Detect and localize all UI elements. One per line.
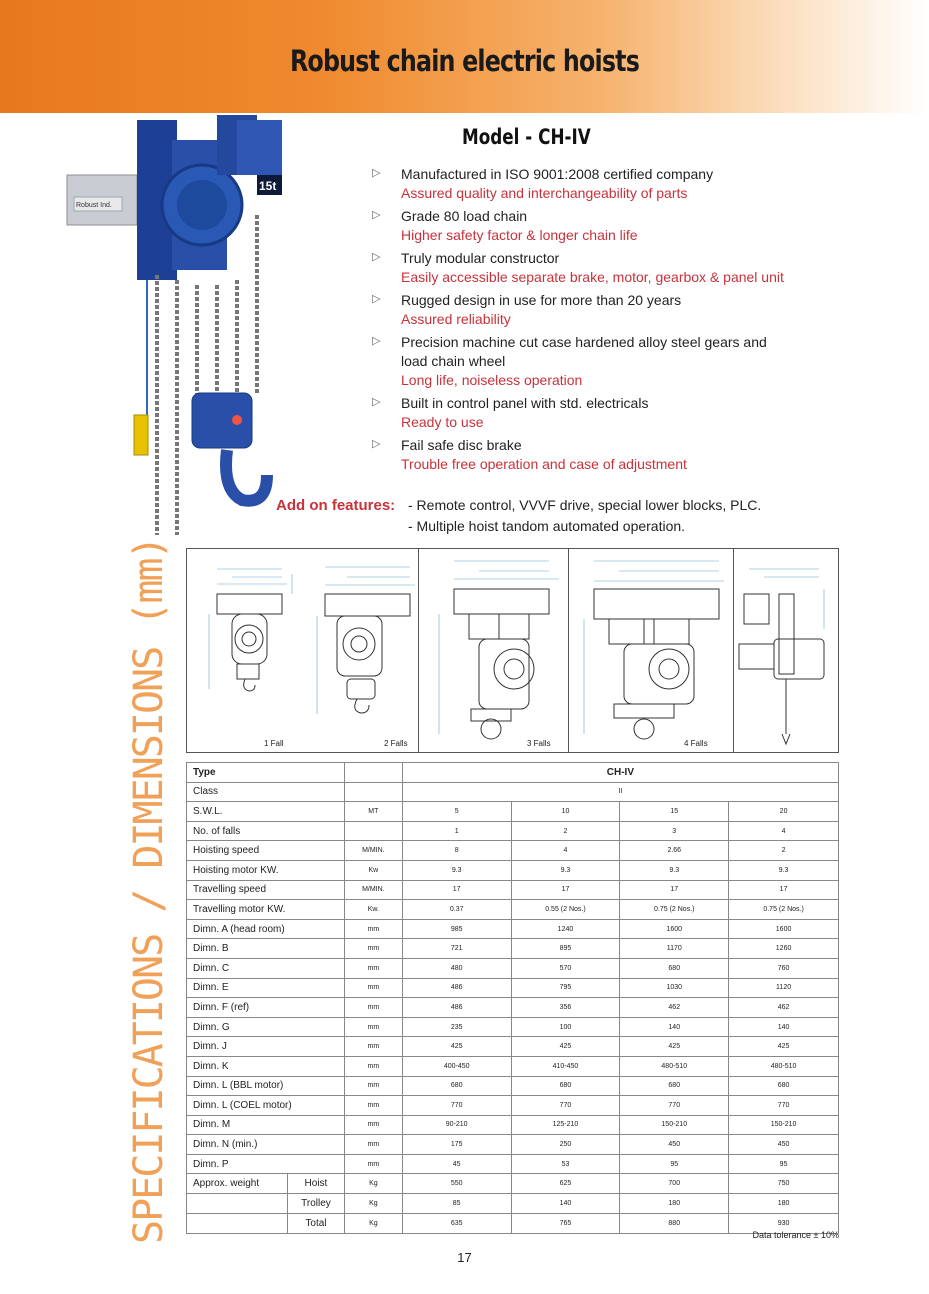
row-value: 95 — [729, 1154, 839, 1174]
row-unit: mm — [344, 1076, 402, 1096]
table-row — [187, 900, 839, 920]
side-title: SPECIFICATIONS / DIMENSIONS (mm) — [126, 537, 172, 1244]
row-value: 95 — [620, 1154, 729, 1174]
row-value: 480-510 — [620, 1056, 729, 1076]
row-value: 45 — [402, 1154, 511, 1174]
row-unit: Kg — [344, 1214, 402, 1234]
row-value: 985 — [402, 919, 511, 939]
row-value: 480-510 — [729, 1056, 839, 1076]
type-value: CH-IV — [402, 763, 838, 783]
row-label: Dimn. A (head room) — [187, 919, 345, 939]
row-label: Dimn. C — [187, 958, 345, 978]
row-value: 20 — [729, 802, 839, 822]
dimension-diagrams — [186, 548, 839, 753]
row-label: No. of falls — [187, 821, 345, 841]
row-value: 486 — [402, 998, 511, 1018]
row-value: 1030 — [620, 978, 729, 998]
row-value: 140 — [511, 1194, 620, 1214]
weight-sub-label: Trolley — [287, 1194, 344, 1213]
row-value: 0.75 (2 Nos.) — [729, 900, 839, 920]
table-row — [187, 1017, 839, 1037]
table-row — [187, 1096, 839, 1116]
row-value: 4 — [729, 821, 839, 841]
row-unit: mm — [344, 939, 402, 959]
table-row — [187, 1115, 839, 1135]
row-value: 770 — [729, 1096, 839, 1116]
diagram-4-falls — [569, 549, 734, 752]
row-value: 462 — [620, 998, 729, 1018]
row-value: 4 — [511, 841, 620, 861]
diagram-side-view — [734, 549, 838, 752]
triangle-bullet-icon: ▷ — [372, 396, 381, 408]
hoist-photo — [62, 115, 282, 540]
row-value: 770 — [511, 1096, 620, 1116]
row-label: Hoisting speed — [187, 841, 345, 861]
row-value: 180 — [620, 1194, 729, 1214]
table-row — [187, 978, 839, 998]
row-value: 150-210 — [729, 1115, 839, 1135]
weight-sub-label: Hoist — [287, 1174, 344, 1193]
row-value: 0.37 — [402, 900, 511, 920]
row-unit — [344, 821, 402, 841]
row-value: 9.3 — [511, 860, 620, 880]
row-unit: Kg — [344, 1194, 402, 1214]
row-value: 1 — [402, 821, 511, 841]
row-value: 1240 — [511, 919, 620, 939]
addon-line: - Remote control, VVVF drive, special lower blocks, PLC. — [408, 497, 762, 513]
row-value: 235 — [402, 1017, 511, 1037]
page-number: 17 — [457, 1250, 472, 1265]
row-unit: Kw. — [344, 900, 402, 920]
row-value: 765 — [511, 1214, 620, 1234]
row-unit: mm — [344, 1135, 402, 1155]
feature-item: ▷ Truly modular constructor Easily accessible separate brake, motor, gearbox & panel unit — [372, 250, 784, 285]
row-value: 680 — [729, 1076, 839, 1096]
row-value: 90-210 — [402, 1115, 511, 1135]
diagram-label: 1 Fall — [264, 739, 284, 748]
table-row — [187, 1135, 839, 1155]
row-value: 9.3 — [402, 860, 511, 880]
triangle-bullet-icon: ▷ — [372, 209, 381, 221]
table-row — [187, 860, 839, 880]
row-label: Hoisting motor KW. — [187, 860, 345, 880]
row-label: Dimn. L (BBL motor) — [187, 1076, 345, 1096]
row-value: 15 — [620, 802, 729, 822]
row-unit: M/MIN. — [344, 841, 402, 861]
row-unit: Kg — [344, 1174, 402, 1194]
row-unit: mm — [344, 1096, 402, 1116]
row-value: 1600 — [620, 919, 729, 939]
table-row — [187, 939, 839, 959]
row-value: 880 — [620, 1214, 729, 1234]
row-value: 550 — [402, 1174, 511, 1194]
row-value: 17 — [729, 880, 839, 900]
row-value: 625 — [511, 1174, 620, 1194]
row-value: 180 — [729, 1194, 839, 1214]
table-row — [187, 841, 839, 861]
row-unit: mm — [344, 1037, 402, 1057]
row-value: 770 — [402, 1096, 511, 1116]
row-label: S.W.L. — [187, 802, 345, 822]
row-value: 3 — [620, 821, 729, 841]
weight-label: Approx. weight — [193, 1178, 260, 1190]
feature-item: ▷ Manufactured in ISO 9001:2008 certified company Assured quality and interchangeability of parts — [372, 166, 714, 201]
table-row — [187, 782, 839, 802]
diagram-label: 2 Falls — [384, 739, 408, 748]
row-label: Dimn. J — [187, 1037, 345, 1057]
row-label: Dimn. K — [187, 1056, 345, 1076]
row-value: 486 — [402, 978, 511, 998]
row-unit: mm — [344, 919, 402, 939]
row-value: 450 — [729, 1135, 839, 1155]
row-unit: mm — [344, 1115, 402, 1135]
row-value: 0.55 (2 Nos.) — [511, 900, 620, 920]
row-label: Dimn. G — [187, 1017, 345, 1037]
row-value: 700 — [620, 1174, 729, 1194]
row-value: 750 — [729, 1174, 839, 1194]
class-value: II — [402, 782, 838, 802]
row-value: 425 — [402, 1037, 511, 1057]
row-value: 17 — [402, 880, 511, 900]
row-value: 8 — [402, 841, 511, 861]
row-value: 400-450 — [402, 1056, 511, 1076]
row-value: 10 — [511, 802, 620, 822]
table-row — [187, 1056, 839, 1076]
row-value: 680 — [620, 958, 729, 978]
row-unit: M/MIN. — [344, 880, 402, 900]
row-label: Travelling speed — [187, 880, 345, 900]
table-row — [187, 958, 839, 978]
table-row — [187, 1076, 839, 1096]
diagram-3-falls — [419, 549, 569, 752]
diagram-2-falls — [307, 549, 419, 752]
row-value: 450 — [620, 1135, 729, 1155]
row-value: 680 — [402, 1076, 511, 1096]
row-label: Travelling motor KW. — [187, 900, 345, 920]
feature-item: ▷ Rugged design in use for more than 20 years Assured reliability — [372, 292, 682, 327]
row-value: 635 — [402, 1214, 511, 1234]
row-value: 9.3 — [620, 860, 729, 880]
row-value: 930 — [729, 1214, 839, 1234]
row-unit: mm — [344, 998, 402, 1018]
row-value: 53 — [511, 1154, 620, 1174]
table-row — [187, 1194, 839, 1214]
row-unit: mm — [344, 978, 402, 998]
spec-table — [186, 762, 839, 1234]
feature-item: ▷ Precision machine cut case hardened alloy steel gears and load chain wheel Long life, noiseless operation — [372, 334, 767, 388]
tolerance-note: Data tolerance ± 10% — [752, 1230, 839, 1240]
table-row — [187, 1154, 839, 1174]
row-value: 250 — [511, 1135, 620, 1155]
row-unit: Kw — [344, 860, 402, 880]
triangle-bullet-icon: ▷ — [372, 438, 381, 450]
row-value: 760 — [729, 958, 839, 978]
row-value: 100 — [511, 1017, 620, 1037]
row-value: 1170 — [620, 939, 729, 959]
row-value: 770 — [620, 1096, 729, 1116]
row-value: 9.3 — [729, 860, 839, 880]
row-value: 2 — [511, 821, 620, 841]
row-value: 795 — [511, 978, 620, 998]
row-label: Dimn. L (COEL motor) — [187, 1096, 345, 1116]
row-value: 17 — [511, 880, 620, 900]
table-row — [187, 802, 839, 822]
row-value: 425 — [729, 1037, 839, 1057]
row-value: 895 — [511, 939, 620, 959]
row-value: 0.75 (2 Nos.) — [620, 900, 729, 920]
addon-label: Add on features: — [276, 497, 396, 514]
capacity-label: 15t — [259, 179, 277, 193]
table-row — [187, 1214, 839, 1234]
triangle-bullet-icon: ▷ — [372, 251, 381, 263]
row-value: 680 — [511, 1076, 620, 1096]
row-value: 425 — [620, 1037, 729, 1057]
row-label: Dimn. E — [187, 978, 345, 998]
feature-item: ▷ Fail safe disc brake Trouble free operation and case of adjustment — [372, 437, 687, 472]
diagram-label: 4 Falls — [684, 739, 708, 748]
row-value: 85 — [402, 1194, 511, 1214]
triangle-bullet-icon: ▷ — [372, 167, 381, 179]
table-row — [187, 919, 839, 939]
type-label: Type — [187, 763, 345, 783]
table-row — [187, 821, 839, 841]
row-value: 150-210 — [620, 1115, 729, 1135]
row-value: 2.66 — [620, 841, 729, 861]
triangle-bullet-icon: ▷ — [372, 293, 381, 305]
table-row — [187, 998, 839, 1018]
row-unit: mm — [344, 1154, 402, 1174]
row-value: 175 — [402, 1135, 511, 1155]
addon-line: - Multiple hoist tandom automated operation. — [408, 518, 686, 534]
row-value: 480 — [402, 958, 511, 978]
row-value: 5 — [402, 802, 511, 822]
plate-text: Robust Ind. — [76, 202, 112, 209]
row-label: Dimn. B — [187, 939, 345, 959]
row-value: 410-450 — [511, 1056, 620, 1076]
page-title: Robust chain electric hoists — [289, 44, 640, 78]
row-value: 356 — [511, 998, 620, 1018]
row-value: 125-210 — [511, 1115, 620, 1135]
table-row — [187, 763, 839, 783]
row-value: 1120 — [729, 978, 839, 998]
row-value: 140 — [729, 1017, 839, 1037]
table-row — [187, 1174, 839, 1194]
row-label: Dimn. P — [187, 1154, 345, 1174]
table-row — [187, 1037, 839, 1057]
class-label: Class — [187, 782, 345, 802]
row-label: Dimn. M — [187, 1115, 345, 1135]
row-value: 140 — [620, 1017, 729, 1037]
model-title: Model - CH-IV — [462, 125, 591, 149]
row-unit: mm — [344, 1017, 402, 1037]
diagram-label: 3 Falls — [527, 739, 551, 748]
row-value: 570 — [511, 958, 620, 978]
row-value: 721 — [402, 939, 511, 959]
row-value: 1260 — [729, 939, 839, 959]
weight-sub-label: Total — [287, 1214, 344, 1233]
row-value: 2 — [729, 841, 839, 861]
feature-item: ▷ Grade 80 load chain Higher safety factor & longer chain life — [372, 208, 638, 243]
table-row — [187, 880, 839, 900]
row-label: Dimn. N (min.) — [187, 1135, 345, 1155]
row-value: 425 — [511, 1037, 620, 1057]
feature-item: ▷ Built in control panel with std. electricals Ready to use — [372, 395, 649, 430]
row-unit: mm — [344, 958, 402, 978]
feature-list — [372, 165, 822, 478]
row-label: Dimn. F (ref) — [187, 998, 345, 1018]
row-unit: mm — [344, 1056, 402, 1076]
triangle-bullet-icon: ▷ — [372, 335, 381, 347]
row-value: 17 — [620, 880, 729, 900]
row-value: 680 — [620, 1076, 729, 1096]
row-unit: MT — [344, 802, 402, 822]
row-value: 462 — [729, 998, 839, 1018]
row-value: 1600 — [729, 919, 839, 939]
